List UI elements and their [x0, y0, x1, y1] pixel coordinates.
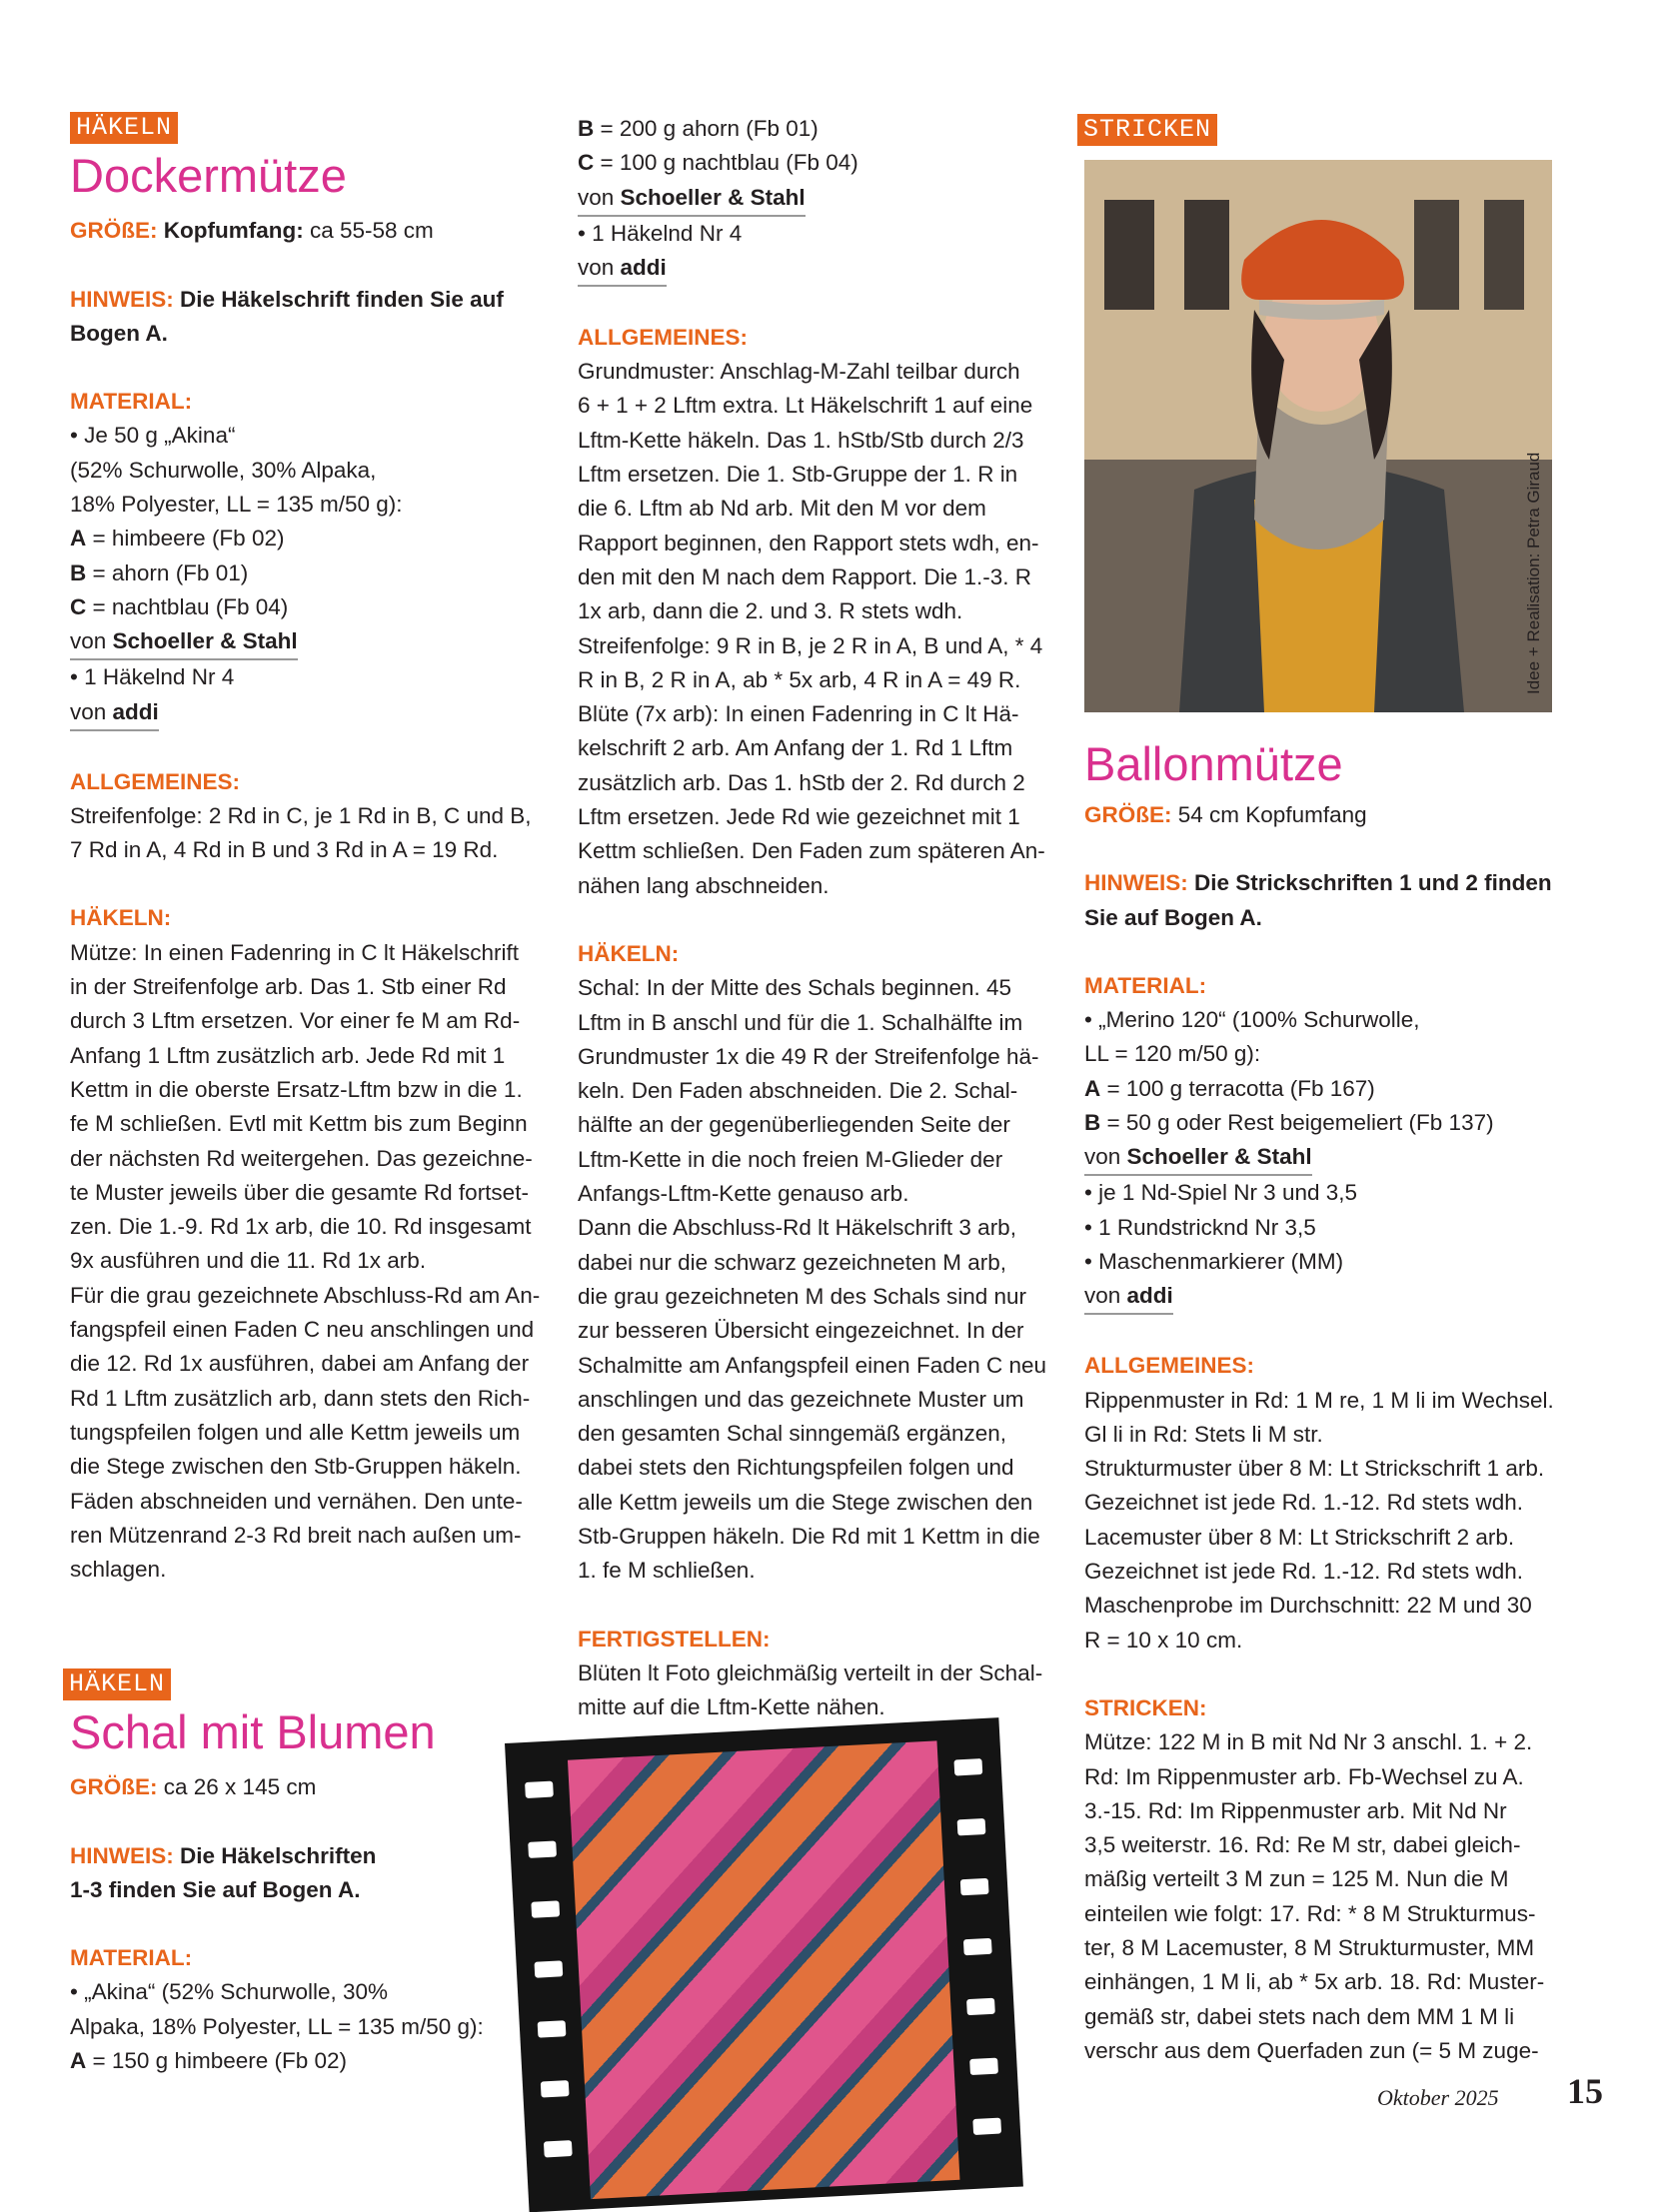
supplier-line: von addi [578, 253, 667, 287]
issue-date: Oktober 2025 [1377, 2085, 1499, 2110]
scarf-photo [568, 1740, 960, 2199]
knitting-label: STRICKEN: [1084, 1694, 1207, 1720]
supplier-brand: addi [620, 254, 667, 280]
supplier-brand: Schoeller & Stahl [620, 184, 806, 210]
middle-column: B = 200 g ahorn (Fb 01) C = 100 g nachtblau (Fb 04) von Schoeller & Stahl • 1 Häkelnd Nr 4 von addi ALLGEMEINES: Grundmuster: Anschlag-M-Zahl teilbar durch 6 + 1 + 2 Lftm extra. Lt Häkelschrift 1 auf eine Lftm-Kette häkeln. Das 1. hStb/Stb durch 2/3 Lftm ersetzen. Die 1. Stb-Gruppe der 1. R in die 6. Lftm ab Nd arb. Mit den M vor dem Rapport beginnen, den Rapport stets wdh, en- den mit den M nach dem Rapport. Die 1.-3. R 1x arb, dann die 2. und 3. R stets wdh. Streifenfolge: 9 R in B, je 2 R in A, B und A, * 4 R in B, 2 R in A, ab * 5x arb, 4 R in A = 49 R. Blüte (7x arb): In einen Fadenring in C lt Hä- kelschrift 2 arb. Am Anfang der 1. Rd 1 Lftm zusätzlich arb. Das 1. hStb der 2. Rd durch 2 Lftm ersetzen. Jede Rd wie gezeichnet mit 1 Kettm schließen. Den Faden zum späteren An- nähen lang abschneiden. HÄKELN: Schal: In der Mitte des Schals beginnen. 45 Lftm in B anschl und für die 1. Schalhälfte im Grundmuster 1x die 49 R der Streifenfolge hä- keln. Den Faden abschneiden. Die 2. Schal- hälfte an der gegenüberliegenden Seite der Lftm-Kette in die noch freien M-Glieder der Anfangs-Lftm-Kette genauso arb. Dann die Abschluss-Rd lt Häkelschrift 3 arb, dabei nur die schwarz gezeichneten M arb, die grau gezeichneten M des Schals sind nur zur besseren Übersicht eingezeichnet. In der Schalmitte am Anfangspfeil einen Faden C neu anschlingen und das gezeichnete Muster um den gesamten Schal sinngemäß ergänzen, dabei stets den Richtungspfeilen folgen und alle Kettm jeweils um die Stege zwischen den Stb-Gruppen häkeln. Die Rd mit 1 Kettm in die 1. fe M schließen. FERTIGSTELLEN: Blüten lt Foto gleichmäßig verteilt in der Schal- mitte auf die Lftm-Kette nähen. [578, 112, 1057, 1724]
article-title: Dockermütze [70, 149, 347, 203]
supplier-brand: Schoeller & Stahl [1126, 1144, 1312, 1170]
crochet-instructions: Schal: In der Mitte des Schals beginnen. 45 Lftm in B anschl und für die 1. Schalhälfte im Grundmuster 1x die 49 R der Streifenfolge hä- keln. Den Faden abschneiden. Die 2. Schal- hälfte an der gegenüberliegenden Seite der Lftm-Kette in die noch freien M-Glieder der Anfangs-Lftm-Kette genauso arb. Dann die Abschluss-Rd lt Häkelschrift 3 arb, dabei nur die schwarz gezeichneten M arb, die grau gezeichneten M des Schals sind nur zur besseren Übersicht eingezeichnet. In der Schalmitte am Anfangspfeil einen Faden C neu anschlingen und das gezeichnete Muster um den gesamten Schal sinngemäß ergänzen, dabei stets den Richtungspfeilen folgen und alle Kettm jeweils um die Stege zwischen den Stb-Gruppen häkeln. Die Rd mit 1 Kettm in die 1. fe M schließen. [578, 975, 1047, 1584]
category-tag: HÄKELN [70, 112, 178, 144]
supplier-line: von Schoeller & Stahl [1084, 1142, 1312, 1176]
article-title: Ballonmütze [1084, 737, 1343, 790]
photo-illustration [1084, 160, 1552, 712]
crochet-instructions: Mütze: In einen Fadenring in C lt Häkelschrift in der Streifenfolge arb. Das 1. Stb einer Rd durch 3 Lftm ersetzen. Vor einer fe M am Rd- Anfang 1 Lftm zusätzlich arb. Jede Rd mit 1 Kettm in die oberste Ersatz-Lftm bzw in die 1. fe M schließen. Evtl mit Kettm bis zum Beginn der nächsten Rd weitergehen. Das gezeichne- te Muster jeweils über die gesamte Rd fortset- zen. Die 1.-9. Rd 1x arb, die 10. Rd insgesamt 9x ausführen und die 11. Rd 1x arb. Für die grau gezeichnete Abschluss-Rd am An- fangspfeil einen Faden C neu anschlingen und die 12. Rd 1x ausführen, dabei am Anfang der Rd 1 Lftm zusätzlich arb, dann stets den Rich- tungspfeilen folgen und alle Kettm jeweils um die Stege zwischen den Stb-Gruppen häkeln. Fäden abschneiden und vernähen. Den unte- ren Mützenrand 2-3 Rd breit nach außen um- schlagen. [70, 939, 541, 1583]
supplier-brand: addi [1126, 1283, 1173, 1309]
size-label: GRÖßE: [70, 218, 158, 244]
supplier-line: von Schoeller & Stahl [578, 183, 806, 217]
category-tag: HÄKELN [63, 1668, 171, 1700]
crochet-label: HÄKELN: [70, 905, 172, 931]
article-title: Schal mit Blumen [70, 1705, 436, 1759]
finishing-label: FERTIGSTELLEN: [578, 1626, 771, 1652]
supplier-line: von addi [1084, 1281, 1173, 1315]
general-label: ALLGEMEINES: [70, 768, 241, 794]
page-number: 15 [1567, 2071, 1603, 2111]
supplier-brand: Schoeller & Stahl [112, 628, 298, 654]
general-instructions: Grundmuster: Anschlag-M-Zahl teilbar durch 6 + 1 + 2 Lftm extra. Lt Häkelschrift 1 auf eine Lftm-Kette häkeln. Das 1. hStb/Stb durch 2/3 Lftm ersetzen. Die 1. Stb-Gruppe der 1. R in die 6. Lftm ab Nd arb. Mit den M vor dem Rapport beginnen, den Rapport stets wdh, en- den mit den M nach dem Rapport. Die 1.-3. R 1x arb, dann die 2. und 3. R stets wdh. Streifenfolge: 9 R in B, je 2 R in A, B und A, * 4 R in B, 2 R in A, ab * 5x arb, 4 R in A = 49 R. Blüte (7x arb): In einen Fadenring in C lt Hä- kelschrift 2 arb. Am Anfang der 1. Rd 1 Lftm zusätzlich arb. Das 1. hStb der 2. Rd durch 2 Lftm ersetzen. Jede Rd wie gezeichnet mit 1 Kettm schließen. Den Faden zum späteren An- nähen lang abschneiden. [578, 359, 1045, 898]
left-column: HÄKELN Dockermütze GRÖßE: Kopfumfang: ca 55-58 cm HINWEIS: Die Häkelschrift finden Sie auf Bogen A. MATERIAL: • Je 50 g „Akina“ (52% Schurwolle, 30% Alpaka, 18% Polyester, LL = 135 m/50 g): A = himbeere (Fb 02) B = ahorn (Fb 01) C = nachtblau (Fb 04) von Schoeller & Stahl • 1 Häkelnd Nr 4 von addi ALLGEMEINES: Streifenfolge: 2 Rd in C, je 1 Rd in B, C und B, 7 Rd in A, 4 Rd in B und 3 Rd in A = 19 Rd. HÄKELN: Mütze: In einen Fadenring in C lt Häkelschrift in der Streifenfolge arb. Das 1. Stb einer Rd durch 3 Lftm ersetzen. Vor einer fe M am Rd- Anfang 1 Lftm zusätzlich arb. Jede Rd mit 1 Kettm in die oberste Ersatz-Lftm bzw in die 1. fe M schließen. Evtl mit Kettm bis zum Beginn der nächsten Rd weitergehen. Das gezeichne- te Muster jeweils über die gesamte Rd fortset- zen. Die 1.-9. Rd 1x arb, die 10. Rd insgesamt 9x ausführen und die 11. Rd 1x arb. Für die grau gezeichnete Abschluss-Rd am An- fangspfeil einen Faden C neu anschlingen und die 12. Rd 1x ausführen, dabei am Anfang der Rd 1 Lftm zusätzlich arb, dann stets den Rich- tungspfeilen folgen und alle Kettm jeweils um die Stege zwischen den Stb-Gruppen häkeln. Fäden abschneiden und vernähen. Den unte- ren Mützenrand 2-3 Rd breit nach außen um- schlagen. [70, 110, 550, 1587]
knitting-instructions: Mütze: 122 M in B mit Nd Nr 3 anschl. 1. + 2. Rd: Im Rippenmuster arb. Fb-Wechsel zu A. 3.-15. Rd: Im Rippenmuster arb. Mit Nd Nr 3,5 weiterstr. 16. Rd: Re M str, dabei gleich- mäßig verteilt 3 M zun = 125 M. Nun die M einteilen wie folgt: 17. Rd: * 8 M Strukturmus- ter, 8 M Lacemuster, 8 M Strukturmuster, MM einhängen, 1 M li, ab * 5x arb. 18. Rd: Muster- gemäß str, dabei stets nach dem MM 1 M li verschr aus dem Querfaden zun (= 5 M zuge- [1084, 1729, 1545, 2063]
left-column-second-article: HÄKELN Schal mit Blumen GRÖßE: ca 26 x 145 cm HINWEIS: Die Häkelschriften 1-3 finden Sie auf Bogen A. MATERIAL: • „Akina“ (52% Schurwolle, 30% Alpaka, 18% Polyester, LL = 135 m/50 g): A = 150 g himbeere (Fb 02) [63, 1666, 543, 2078]
supplier-line: von addi [70, 697, 159, 731]
general-label: ALLGEMEINES: [1084, 1353, 1255, 1379]
note-label: HINWEIS: [70, 286, 174, 312]
right-column-header [1077, 112, 1557, 146]
supplier-line: von Schoeller & Stahl [70, 626, 298, 660]
supplier-brand: addi [112, 698, 159, 724]
general-instructions: Rippenmuster in Rd: 1 M re, 1 M li im Wechsel. Gl li in Rd: Stets li M str. Strukturmuster über 8 M: Lt Strickschrift 1 arb. Gezeichnet ist jede Rd. 1.-12. Rd stets wdh. Lacemuster über 8 M: Lt Strickschrift 2 arb. Gezeichnet ist jede Rd. 1.-12. Rd stets wdh. Maschenprobe im Durchschnitt: 22 M und 30 R = 10 x 10 cm. [1084, 1387, 1554, 1653]
photo-scarf-filmstrip [505, 1717, 1023, 2212]
general-label: ALLGEMEINES: [578, 324, 749, 350]
material-label: MATERIAL: [70, 389, 193, 415]
photo-woman-with-hat [1084, 160, 1552, 712]
right-column: Ballonmütze GRÖßE: 54 cm Kopfumfang HINWEIS: Die Strickschriften 1 und 2 finden Sie auf Bogen A. MATERIAL: • „Merino 120“ (100% Schurwolle, LL = 120 m/50 g): A = 100 g terracotta (Fb 167) B = 50 g oder Rest beigemeliert (Fb 137) von Schoeller & Stahl • je 1 Nd-Spiel Nr 3 und 3,5 • 1 Rundstricknd Nr 3,5 • Maschenmarkierer (MM) von addi ALLGEMEINES: Rippenmuster in Rd: 1 M re, 1 M li im Wechsel. Gl li in Rd: Stets li M str. Strukturmuster über 8 M: Lt Strickschrift 1 arb. Gezeichnet ist jede Rd. 1.-12. Rd stets wdh. Lacemuster über 8 M: Lt Strickschrift 2 arb. Gezeichnet ist jede Rd. 1.-12. Rd stets wdh. Maschenprobe im Durchschnitt: 22 M und 30 R = 10 x 10 cm. STRICKEN: Mütze: 122 M in B mit Nd Nr 3 anschl. 1. + 2. Rd: Im Rippenmuster arb. Fb-Wechsel zu A. 3.-15. Rd: Im Rippenmuster arb. Mit Nd Nr 3,5 weiterstr. 16. Rd: Re M str, dabei gleich- mäßig verteilt 3 M zun = 125 M. Nun die M einteilen wie folgt: 17. Rd: * 8 M Strukturmus- ter, 8 M Lacemuster, 8 M Strukturmuster, MM einhängen, 1 M li, ab * 5x arb. 18. Rd: Muster- gemäß str, dabei stets nach dem MM 1 M li verschr aus dem Querfaden zun (= 5 M zuge- [1084, 734, 1564, 2068]
crochet-label: HÄKELN: [578, 940, 680, 966]
photo-credit: Idee + Realisation: Petra Giraud [1524, 452, 1543, 694]
category-tag: STRICKEN [1077, 114, 1217, 146]
